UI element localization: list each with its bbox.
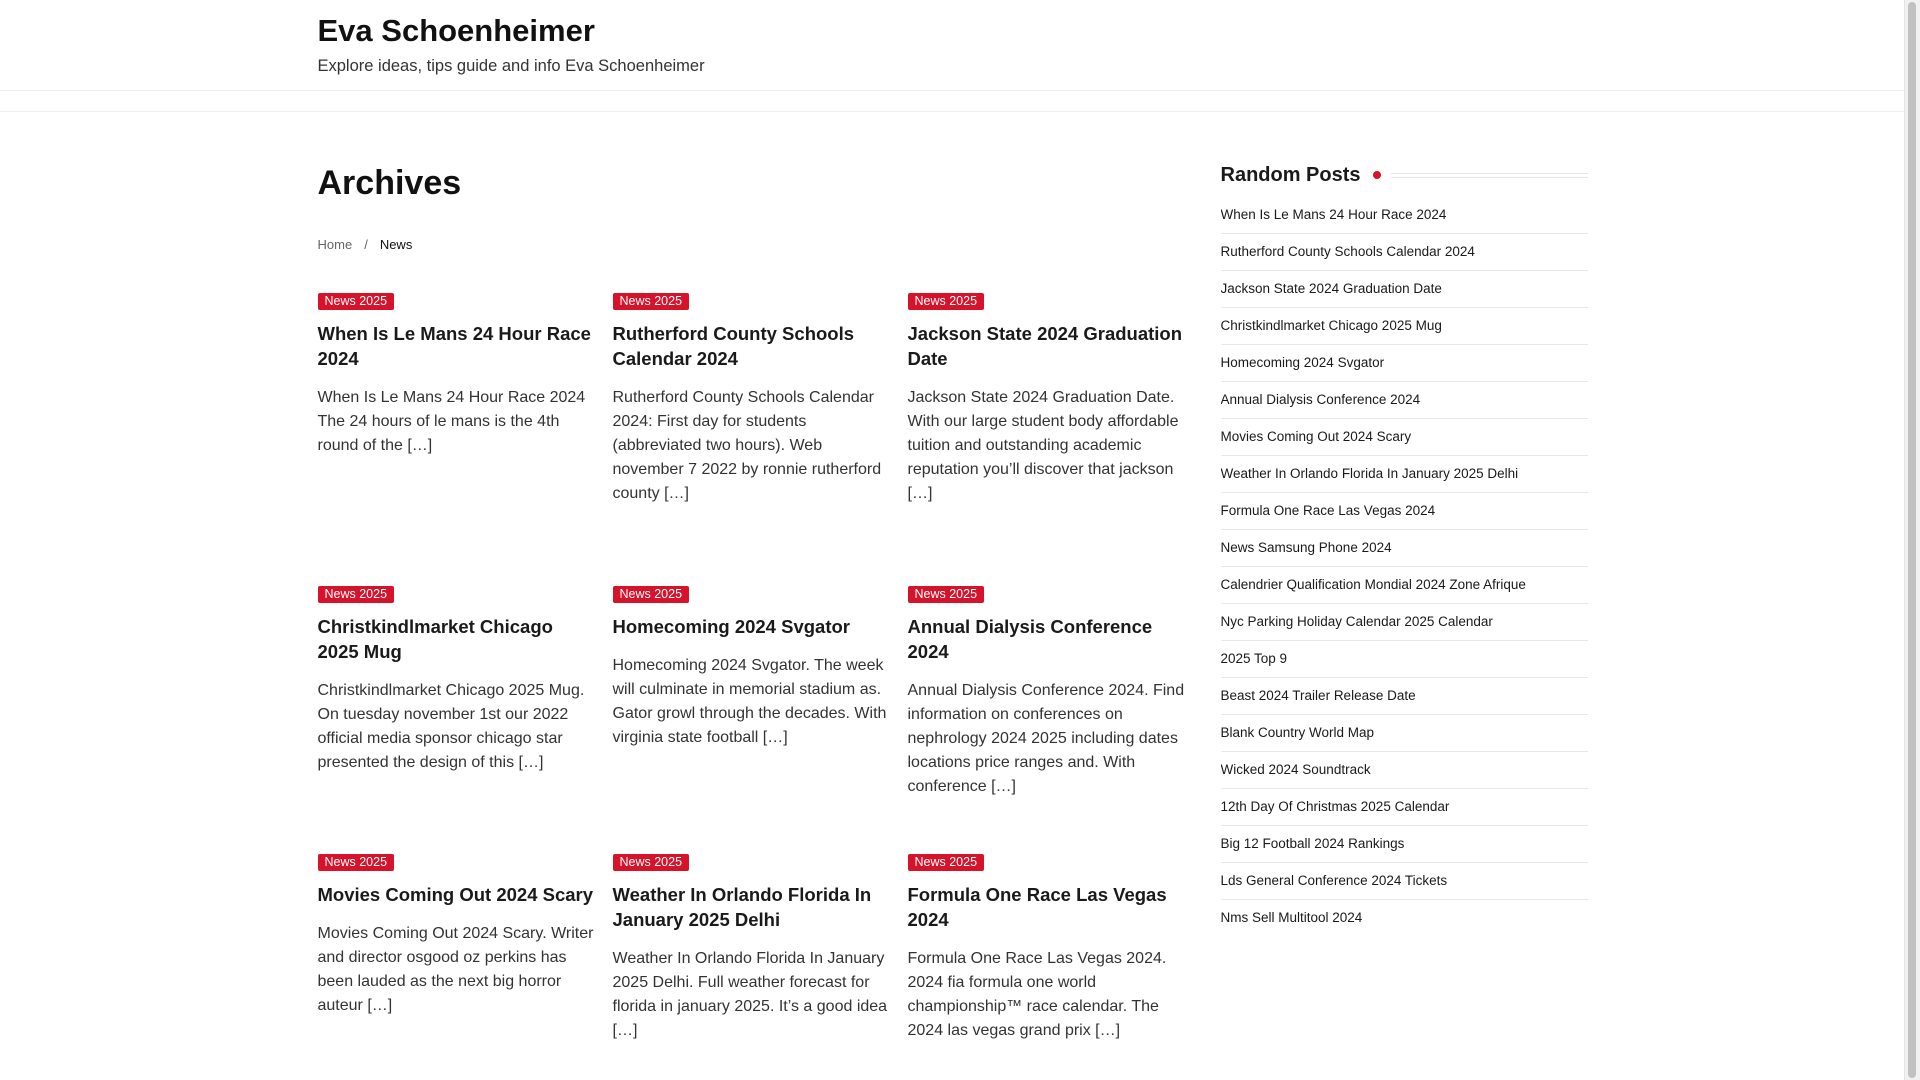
post-excerpt: Formula One Race Las Vegas 2024. 2024 fia formula one world championship™ race calendar. The 2024 las vegas grand prix […] bbox=[907, 950, 1167, 1039]
random-post-link[interactable]: When Is Le Mans 24 Hour Race 2024 bbox=[1221, 197, 1588, 234]
random-post-link[interactable]: Movies Coming Out 2024 Scary bbox=[1221, 419, 1588, 456]
post-title-link[interactable]: Jackson State 2024 Graduation Date bbox=[907, 323, 1183, 369]
post-excerpt: Movies Coming Out 2024 Scary. Writer and director osgood oz perkins has been lauded as the next big horror auteur […] bbox=[317, 925, 594, 1014]
random-post-link[interactable]: Wicked 2024 Soundtrack bbox=[1221, 752, 1588, 789]
post-excerpt: Rutherford County Schools Calendar 2024: First day for students (abbreviated two hours). Web november 7 2022 by ronnie rutherford county […] bbox=[612, 389, 882, 502]
nav-divider bbox=[0, 111, 1905, 112]
content-container bbox=[318, 91, 1588, 1080]
site-tagline: Explore ideas, tips guide and info Eva Schoenheimer bbox=[317, 57, 705, 75]
post-card bbox=[613, 585, 890, 853]
breadcrumb-home-link[interactable]: Home bbox=[317, 237, 353, 252]
post-excerpt: Christkindlmarket Chicago 2025 Mug. On tuesday november 1st our 2022 official media sponsor chicago star presented the design of this […] bbox=[317, 682, 585, 771]
post-excerpt: Jackson State 2024 Graduation Date. With our large student body affordable tuition and outstanding academic reputation you’ll discover that jackson […] bbox=[907, 389, 1179, 502]
category-badge[interactable]: News 2025 bbox=[908, 854, 985, 871]
post-title-link[interactable]: Homecoming 2024 Svgator bbox=[612, 616, 850, 637]
post-card bbox=[613, 292, 890, 585]
post-card bbox=[908, 853, 1185, 1080]
random-post-link[interactable]: Homecoming 2024 Svgator bbox=[1221, 345, 1588, 382]
widget-title-divider bbox=[1391, 173, 1588, 178]
random-posts-list bbox=[1221, 197, 1588, 936]
random-post-link[interactable]: Calendrier Qualification Mondial 2024 Zone Afrique bbox=[1221, 567, 1588, 604]
random-post-link[interactable]: Weather In Orlando Florida In January 2025 Delhi bbox=[1221, 456, 1588, 493]
sidebar bbox=[1221, 163, 1588, 1080]
post-card bbox=[318, 853, 595, 1080]
random-post-link[interactable]: Lds General Conference 2024 Tickets bbox=[1221, 863, 1588, 900]
breadcrumb bbox=[318, 237, 1203, 252]
widget-title: Random Posts bbox=[1220, 163, 1361, 186]
post-title-link[interactable]: Rutherford County Schools Calendar 2024 bbox=[612, 323, 855, 369]
header-inner bbox=[318, 0, 1588, 76]
post-excerpt: Annual Dialysis Conference 2024. Find information on conferences on nephrology 2024 2025 including dates locations price ranges and. With conference […] bbox=[907, 682, 1185, 795]
random-post-link[interactable]: Blank Country World Map bbox=[1221, 715, 1588, 752]
scrollbar-thumb[interactable] bbox=[1908, 2, 1916, 1078]
post-card bbox=[613, 853, 890, 1080]
site-header bbox=[0, 0, 1905, 91]
random-post-link[interactable]: Big 12 Football 2024 Rankings bbox=[1221, 826, 1588, 863]
site-title-link[interactable]: Eva Schoenheimer bbox=[317, 13, 595, 48]
post-excerpt: When Is Le Mans 24 Hour Race 2024 The 24 hours of le mans is the 4th round of the […] bbox=[317, 389, 586, 454]
random-post-link[interactable]: Rutherford County Schools Calendar 2024 bbox=[1221, 234, 1588, 271]
random-post-link[interactable]: Annual Dialysis Conference 2024 bbox=[1221, 382, 1588, 419]
random-posts-header bbox=[1221, 159, 1588, 191]
category-badge[interactable]: News 2025 bbox=[613, 293, 690, 310]
archive-title: Archives bbox=[317, 164, 462, 202]
random-post-link[interactable]: Formula One Race Las Vegas 2024 bbox=[1221, 493, 1588, 530]
accent-dot-icon bbox=[1373, 171, 1381, 179]
breadcrumb-current: News bbox=[379, 237, 413, 252]
main-content bbox=[318, 163, 1203, 1080]
category-badge[interactable]: News 2025 bbox=[613, 854, 690, 871]
category-badge[interactable]: News 2025 bbox=[318, 854, 395, 871]
random-post-link[interactable]: 12th Day Of Christmas 2025 Calendar bbox=[1221, 789, 1588, 826]
category-badge[interactable]: News 2025 bbox=[613, 586, 690, 603]
post-title-link[interactable]: Formula One Race Las Vegas 2024 bbox=[907, 884, 1167, 930]
post-card bbox=[908, 292, 1185, 585]
category-badge[interactable]: News 2025 bbox=[908, 586, 985, 603]
post-title-link[interactable]: Movies Coming Out 2024 Scary bbox=[317, 884, 594, 905]
random-post-link[interactable]: News Samsung Phone 2024 bbox=[1221, 530, 1588, 567]
posts-grid bbox=[318, 292, 1203, 1080]
post-excerpt: Weather In Orlando Florida In January 2025 Delhi. Full weather forecast for florida in january 2025. It’s a good idea […] bbox=[612, 950, 888, 1039]
post-title-link[interactable]: Weather In Orlando Florida In January 2025 Delhi bbox=[612, 884, 872, 930]
random-post-link[interactable]: Nms Sell Multitool 2024 bbox=[1220, 910, 1363, 925]
post-excerpt: Homecoming 2024 Svgator. The week will culminate in memorial stadium as. Gator growl through the decades. With virginia state football […] bbox=[612, 657, 887, 746]
category-badge[interactable]: News 2025 bbox=[318, 293, 395, 310]
page-scrollbar[interactable] bbox=[1904, 0, 1920, 1080]
random-post-link[interactable]: Beast 2024 Trailer Release Date bbox=[1221, 678, 1588, 715]
random-post-link[interactable]: Jackson State 2024 Graduation Date bbox=[1221, 271, 1588, 308]
random-post-link[interactable]: 2025 Top 9 bbox=[1221, 641, 1588, 678]
category-badge[interactable]: News 2025 bbox=[908, 293, 985, 310]
post-card bbox=[318, 292, 595, 585]
breadcrumb-separator: / bbox=[364, 237, 368, 252]
post-title-link[interactable]: Christkindlmarket Chicago 2025 Mug bbox=[317, 616, 553, 662]
random-post-link[interactable]: Christkindlmarket Chicago 2025 Mug bbox=[1221, 308, 1588, 345]
category-badge[interactable]: News 2025 bbox=[318, 586, 395, 603]
post-title-link[interactable]: Annual Dialysis Conference 2024 bbox=[907, 616, 1153, 662]
post-title-link[interactable]: When Is Le Mans 24 Hour Race 2024 bbox=[317, 323, 591, 369]
post-card bbox=[908, 585, 1185, 853]
post-card bbox=[318, 585, 595, 853]
random-post-link[interactable]: Nyc Parking Holiday Calendar 2025 Calendar bbox=[1221, 604, 1588, 641]
